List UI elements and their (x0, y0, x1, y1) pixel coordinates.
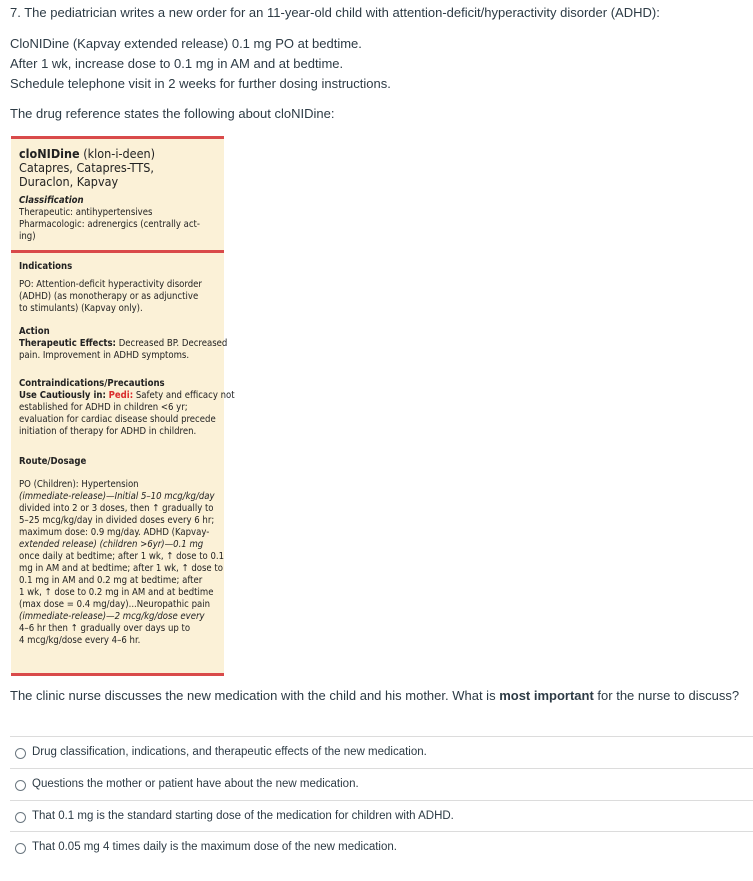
order-line: After 1 wk, increase dose to 0.1 mg in AM and at bedtime. (10, 56, 344, 71)
radio-button[interactable] (15, 812, 26, 823)
choice-label[interactable]: That 0.1 mg is the standard starting dose of the medication for children with ADHD. (32, 810, 454, 822)
question-title: 7. The pediatrician writes a new order for an 11-year-old child with attention-deficit/hyperactivity disorder (ADHD): (10, 5, 660, 20)
choice-label[interactable]: Drug classification, indications, and therapeutic effects of the new medication. (32, 746, 427, 758)
classification-line: Therapeutic: antihypertensives (19, 207, 153, 218)
brand-line: Duraclon, Kapvay (19, 174, 119, 189)
dosage-line: (max dose = 0.4 mg/day)...Neuropathic pain (19, 599, 211, 610)
dosage-line: (immediate-release)—2 mcg/kg/dose every (19, 611, 205, 622)
drug-pronunciation: (klon-i-deen) (83, 146, 156, 161)
action-line (19, 338, 227, 349)
route-heading: Route/Dosage (19, 456, 87, 467)
order-line: CloNIDine (Kapvay extended release) 0.1 mg PO at bedtime. (10, 36, 362, 51)
radio-button[interactable] (15, 748, 26, 759)
classification-line: Pharmacologic: adrenergics (centrally act- (19, 219, 200, 230)
contra-label: Use Cautiously in: (19, 390, 106, 401)
drug-reference-card (11, 136, 235, 676)
contra-line: evaluation for cardiac disease should precede (19, 414, 216, 425)
contra-text: Safety and efficacy not (133, 390, 235, 401)
answer-choice[interactable] (10, 736, 753, 767)
dosage-line: extended release) (children >6yr)—0.1 mg (19, 539, 204, 550)
answer-choice[interactable] (10, 800, 753, 831)
answer-choice[interactable] (10, 768, 753, 799)
dosage-line: mg in AM and at bedtime; after 1 wk, ↑ dose to (19, 563, 223, 574)
choice-label[interactable]: That 0.05 mg 4 times daily is the maximum dose of the new medication. (32, 841, 397, 853)
order-line: Schedule telephone visit in 2 weeks for further dosing instructions. (10, 76, 391, 91)
dosage-line: PO (Children): Hypertension (19, 479, 139, 490)
indications-line: PO: Attention-deficit hyperactivity disorder (19, 279, 202, 290)
radio-button[interactable] (15, 843, 26, 854)
dosage-line: 4 mcg/kg/dose every 4–6 hr. (19, 635, 141, 646)
action-line: pain. Improvement in ADHD symptoms. (19, 350, 190, 361)
question-prompt (10, 688, 739, 704)
prompt-text-end: for the nurse to discuss? (593, 688, 740, 703)
radio-button[interactable] (15, 780, 26, 791)
dosage-line: maximum dose: 0.9 mg/day. ADHD (Kapvay- (19, 527, 210, 538)
choice-label[interactable]: Questions the mother or patient have about the new medication. (32, 778, 359, 790)
action-label: Therapeutic Effects: (19, 338, 116, 349)
dosage-line: 0.1 mg in AM and 0.2 mg at bedtime; after (19, 575, 203, 586)
brand-line: Catapres, Catapres-TTS, (19, 160, 154, 175)
contra-line: established for ADHD in children <6 yr; (19, 402, 188, 413)
card-top-rule (11, 136, 224, 139)
prompt-text: The clinic nurse discusses the new medication with the child and his mother. What is (10, 688, 500, 703)
card-bottom-rule (11, 673, 224, 676)
reference-intro: The drug reference states the following about cloNIDine: (10, 106, 335, 121)
dosage-line: (immediate-release)—Initial 5–10 mcg/kg/day (19, 491, 215, 502)
contra-heading: Contraindications/Precautions (19, 378, 165, 389)
card-divider (11, 250, 224, 253)
dosage-line: 5–25 mcg/kg/day in divided doses every 6 hr; (19, 515, 215, 526)
classification-line: ing) (19, 231, 36, 242)
answer-choice[interactable] (10, 831, 753, 862)
pedi-label: Pedi: (108, 390, 134, 401)
indications-line: to stimulants) (Kapvay only). (19, 303, 143, 314)
dosage-line: once daily at bedtime; after 1 wk, ↑ dose to 0.1 (19, 551, 225, 562)
classification-heading: Classification (19, 195, 84, 206)
contra-line (19, 390, 235, 401)
dosage-line: 1 wk, ↑ dose to 0.2 mg in AM and at bedtime (19, 587, 214, 598)
action-heading: Action (19, 326, 50, 337)
indications-heading: Indications (19, 261, 73, 272)
drug-name: cloNIDine (19, 146, 80, 161)
dosage-line: divided into 2 or 3 doses, then ↑ gradually to (19, 503, 214, 514)
indications-line: (ADHD) (as monotherapy or as adjunctive (19, 291, 199, 302)
action-text: Decreased BP. Decreased (115, 338, 228, 349)
dosage-line: 4–6 hr then ↑ gradually over days up to (19, 623, 191, 634)
drug-title (19, 147, 155, 161)
prompt-emphasis: most important (499, 688, 594, 703)
contra-line: initiation of therapy for ADHD in children. (19, 426, 197, 437)
